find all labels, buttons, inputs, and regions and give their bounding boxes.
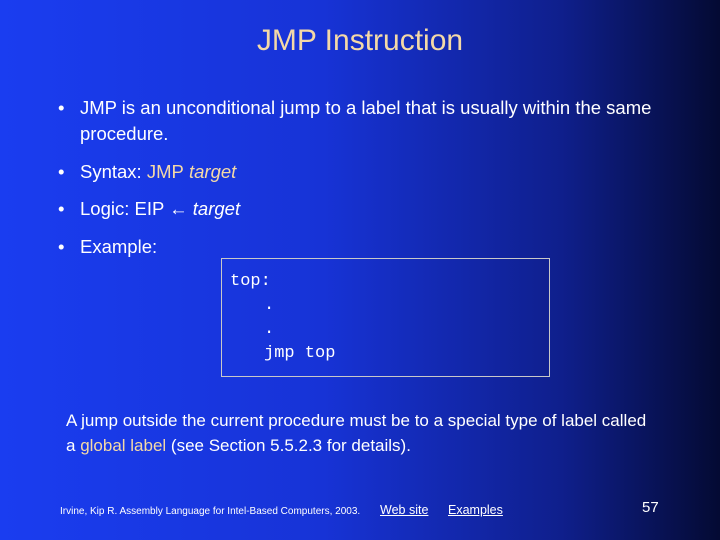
bullet-text: JMP is an unconditional jump to a label that is usually within the same procedure. [80,97,652,144]
code-line-ellipsis: . [264,296,275,315]
bullet-marker: • [58,161,65,182]
slide-title: JMP Instruction [256,24,464,57]
bullet-example [58,234,658,260]
global-label-term: global label [80,436,167,455]
bullet-text [80,159,658,185]
logic-label: Logic: EIP [80,198,170,219]
code-line-ellipsis: . [264,320,275,339]
bullet-marker: • [58,198,65,219]
bullet-text [80,196,658,222]
global-label-note [66,408,656,458]
bullet-unconditional-jump [58,95,658,147]
bullet-marker: • [58,236,65,257]
page-number: 57 [642,499,659,516]
footer-citation: Irvine, Kip R. Assembly Language for Intel-Based Computers, 2003. [60,506,361,517]
code-line-jmp: jmp top [264,344,336,363]
syntax-operand: target [183,161,237,182]
bullet-logic [58,196,658,222]
logic-operand: target [187,198,241,219]
syntax-keyword: JMP [146,161,184,182]
code-line-label: top: [230,272,271,291]
bullet-syntax [58,159,658,185]
code-example-box [221,258,550,377]
web-site-link[interactable]: Web site [380,503,429,517]
syntax-label: Syntax: [80,161,147,182]
bullet-text: Example: [80,236,158,257]
left-arrow-icon: ← [169,198,188,219]
note-text-start: A jump outside the current procedure must be to a special type of label called a [66,411,647,455]
bullet-marker: • [58,97,65,118]
note-text-end: (see Section 5.5.2.3 for details). [166,436,411,455]
examples-link[interactable]: Examples [448,503,503,517]
